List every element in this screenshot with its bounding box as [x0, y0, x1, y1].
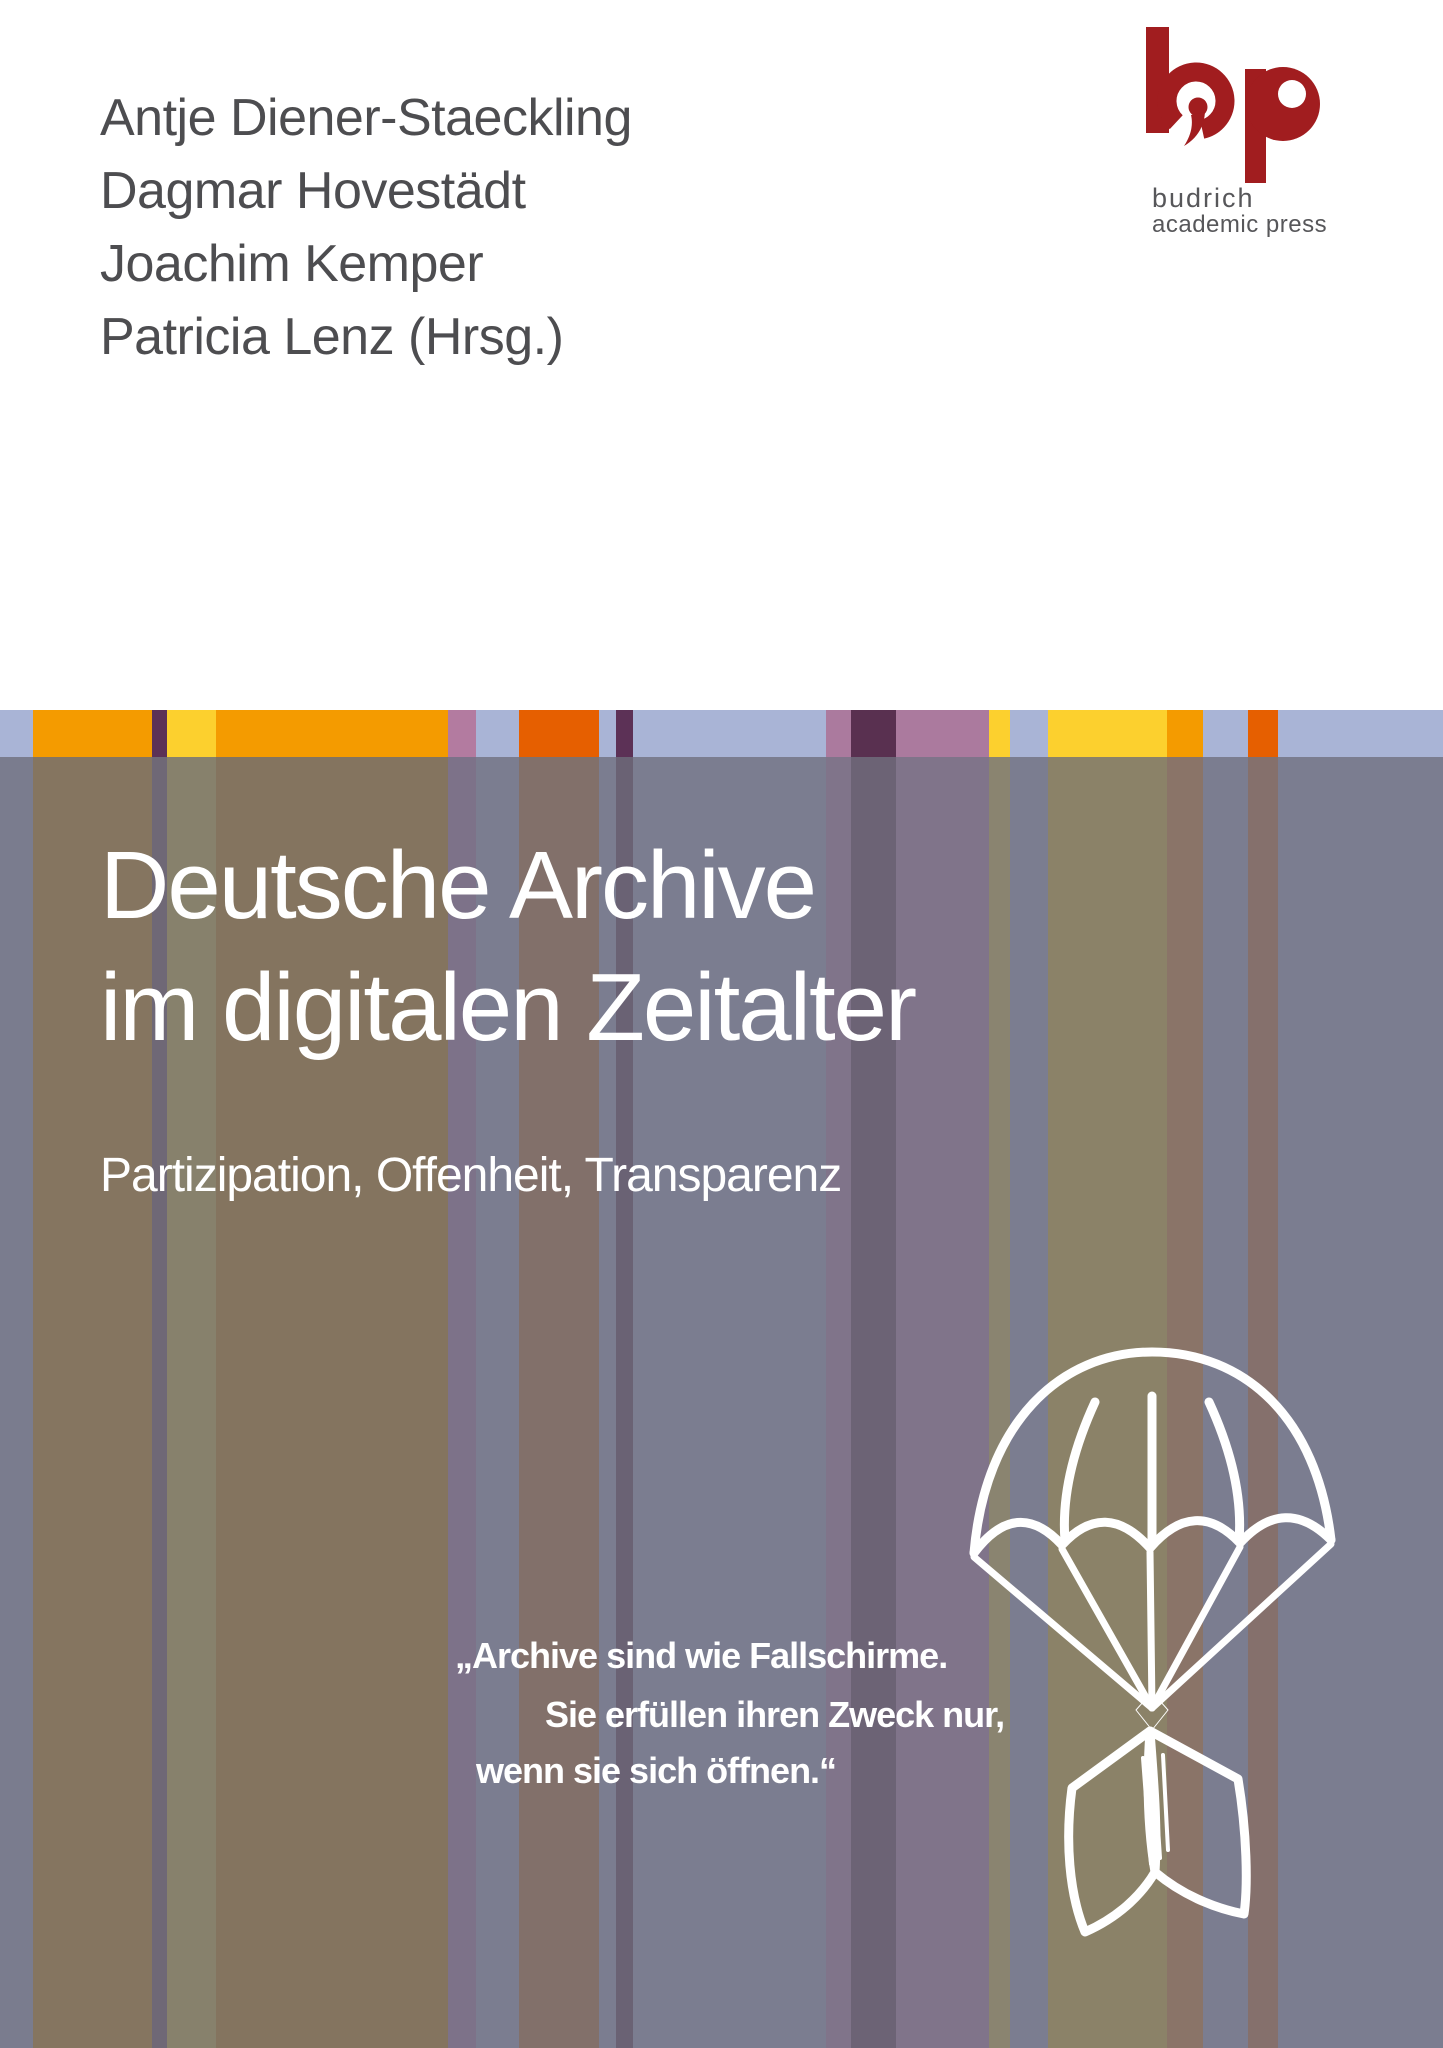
- quote-line-2: Sie erfüllen ihren Zweck nur,: [545, 1694, 1005, 1735]
- stripe-segment: [851, 710, 896, 757]
- book-title: [100, 825, 915, 1069]
- author-name: Joachim Kemper: [100, 235, 484, 293]
- stripe-segment: [1010, 710, 1048, 757]
- stripe-segment: [1203, 710, 1248, 757]
- quote-line-1: „Archive sind wie Fallschirme.: [455, 1635, 948, 1676]
- stripe-segment: [989, 710, 1010, 757]
- stripe-segment: [826, 710, 851, 757]
- stripe-segment: [33, 710, 152, 757]
- color-stripe-band: [0, 710, 1443, 757]
- quote-line-3: wenn sie sich öffnen.“: [476, 1750, 837, 1791]
- stripe-segment: [0, 757, 33, 2048]
- author-name: Antje Diener-Staeckling: [100, 89, 632, 147]
- stripe-segment: [633, 710, 826, 757]
- publisher-name: budrich: [1152, 183, 1255, 213]
- stripe-segment: [896, 710, 989, 757]
- stripe-segment: [1248, 710, 1278, 757]
- title-line-1: Deutsche Archive: [100, 832, 816, 939]
- title-line-2: im digitalen Zeitalter: [100, 954, 916, 1061]
- stripe-segment: [476, 710, 519, 757]
- stripe-segment: [216, 710, 448, 757]
- book-subtitle: Partizipation, Offenheit, Transparenz: [100, 1149, 842, 1202]
- stripe-segment: [1167, 710, 1203, 757]
- stripe-segment: [167, 710, 216, 757]
- parachute-book-illustration: [955, 1338, 1355, 2010]
- stripe-segment: [616, 710, 633, 757]
- bp-monogram-icon: [1146, 27, 1330, 185]
- stripe-segment: [519, 710, 599, 757]
- stripe-segment: [1278, 710, 1443, 757]
- publisher-tagline: academic press: [1152, 211, 1328, 238]
- stripe-segment: [0, 710, 33, 757]
- author-list: [100, 82, 632, 374]
- stripe-segment: [152, 710, 167, 757]
- author-name: Dagmar Hovestädt: [100, 162, 526, 220]
- author-name: Patricia Lenz (Hrsg.): [100, 308, 564, 366]
- stripe-segment: [1048, 710, 1167, 757]
- stripe-segment: [599, 710, 616, 757]
- stripe-segment: [448, 710, 476, 757]
